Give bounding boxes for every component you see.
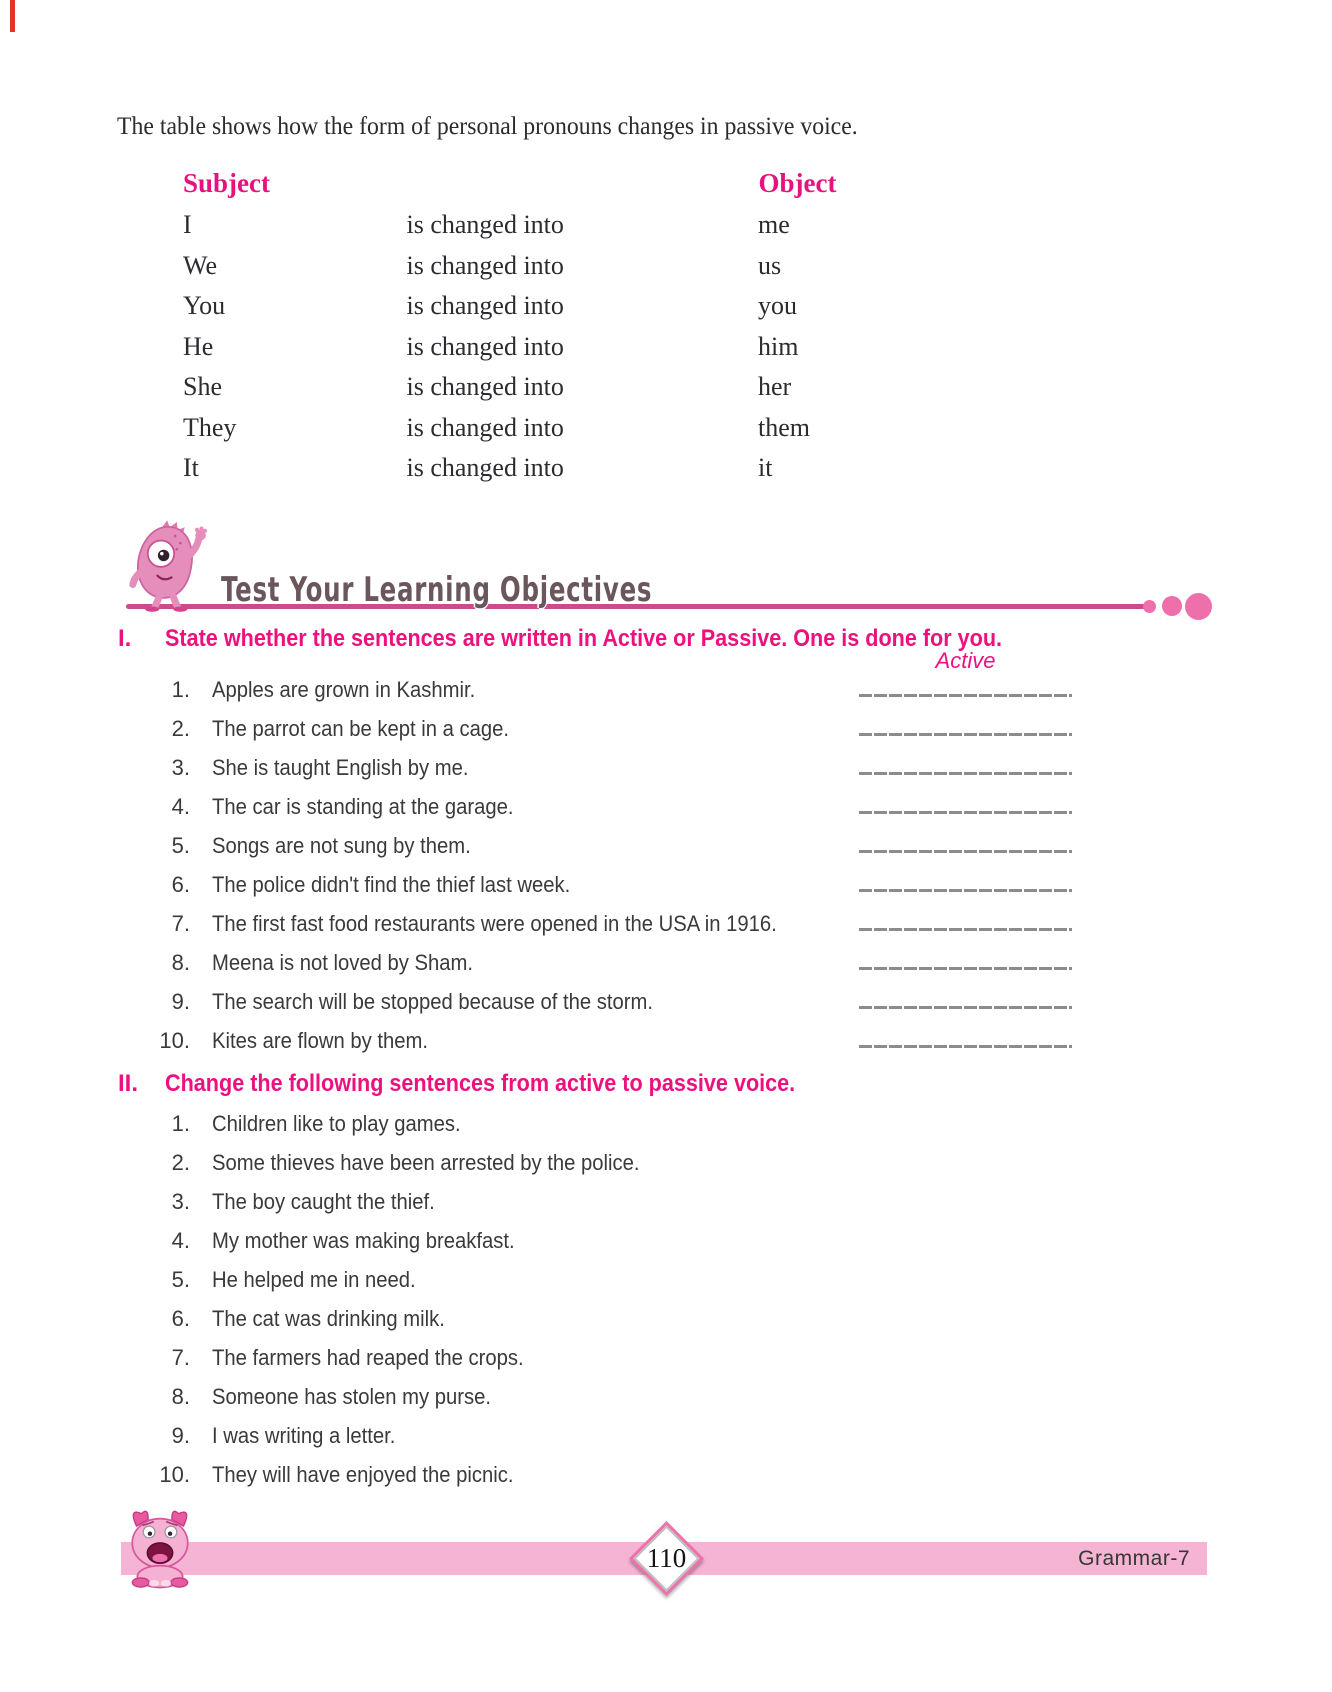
- subject-pronoun: It: [183, 453, 199, 482]
- item-text: They will have enjoyed the picnic.: [212, 1462, 514, 1487]
- item-text: I was writing a letter.: [212, 1423, 396, 1448]
- item-text: She is taught English by me.: [212, 755, 469, 780]
- item-number: 5.: [171, 1267, 190, 1292]
- answer-blank[interactable]: [859, 733, 1072, 736]
- item-number: 3.: [171, 1189, 190, 1214]
- object-header: Object: [758, 168, 837, 198]
- subject-header: Subject: [183, 168, 270, 198]
- list-item: [0, 982, 1332, 1021]
- list-item: [0, 709, 1332, 748]
- item-number: 2.: [171, 716, 190, 741]
- item-text: The farmers had reaped the crops.: [212, 1345, 524, 1370]
- exercise1-numeral: I.: [118, 625, 132, 652]
- item-number: 7.: [171, 911, 190, 936]
- example-answer: Active: [935, 648, 996, 673]
- item-number: 6.: [171, 1306, 190, 1331]
- subject-pronoun: I: [183, 210, 192, 239]
- list-item: [0, 826, 1332, 865]
- item-number: 1.: [171, 677, 190, 702]
- item-text: Apples are grown in Kashmir.: [212, 677, 476, 702]
- item-number: 5.: [171, 833, 190, 858]
- item-text: The parrot can be kept in a cage.: [212, 716, 510, 741]
- object-pronoun: him: [758, 331, 799, 361]
- object-pronoun: me: [758, 210, 790, 239]
- item-text: Children like to play games.: [212, 1111, 461, 1136]
- item-text: Songs are not sung by them.: [212, 833, 471, 858]
- crying-monster-mascot-icon: [118, 1504, 202, 1592]
- item-text: Some thieves have been arrested by the police.: [212, 1150, 640, 1175]
- answer-blank[interactable]: [859, 694, 1072, 697]
- section-title: Test Your Learning Objectives: [221, 570, 653, 610]
- table-row: [183, 448, 836, 489]
- list-item: [0, 1455, 1332, 1494]
- item-number: 8.: [171, 1384, 190, 1409]
- item-text: The police didn't find the thief last week.: [212, 872, 571, 897]
- list-item: [0, 670, 1332, 709]
- item-text: The cat was drinking milk.: [212, 1306, 445, 1331]
- subject-pronoun: You: [183, 291, 226, 320]
- item-number: 8.: [171, 950, 190, 975]
- table-row: [183, 246, 836, 287]
- list-item: [0, 748, 1332, 787]
- answer-blank[interactable]: [859, 1045, 1072, 1048]
- item-number: 9.: [171, 989, 190, 1014]
- answer-blank[interactable]: [859, 850, 1072, 853]
- answer-blank[interactable]: [859, 772, 1072, 775]
- item-number: 1.: [171, 1111, 190, 1136]
- answer-blank[interactable]: [859, 811, 1072, 814]
- item-text: He helped me in need.: [212, 1267, 416, 1292]
- subject-pronoun: We: [183, 250, 217, 280]
- connector-text: is changed into: [406, 250, 564, 280]
- item-text: Meena is not loved by Sham.: [212, 950, 474, 975]
- exercise1-heading: [0, 624, 1332, 654]
- subject-pronoun: She: [183, 372, 222, 401]
- connector-text: is changed into: [406, 210, 564, 239]
- item-text: The first fast food restaurants were opened in the USA in 1916.: [212, 911, 777, 936]
- item-number: 4.: [171, 794, 190, 819]
- item-text: The boy caught the thief.: [212, 1189, 435, 1214]
- list-item: [0, 1182, 1332, 1221]
- object-pronoun: us: [758, 250, 782, 280]
- banner-dot-medium: [1162, 596, 1182, 616]
- item-number: 7.: [171, 1345, 190, 1370]
- subject-pronoun: They: [183, 412, 237, 442]
- intro-sentence: The table shows how the form of personal pronouns changes in passive voice.: [117, 113, 858, 140]
- list-item: [0, 1416, 1332, 1455]
- object-pronoun: it: [758, 453, 773, 482]
- item-number: 3.: [171, 755, 190, 780]
- item-number: 6.: [171, 872, 190, 897]
- item-text: The car is standing at the garage.: [212, 794, 514, 819]
- subject-pronoun: He: [183, 331, 214, 361]
- exercise1-instruction: State whether the sentences are written in Active or Passive. One is done for you.: [165, 625, 1003, 652]
- table-row: [183, 367, 836, 408]
- item-text: Kites are flown by them.: [212, 1028, 428, 1053]
- connector-text: is changed into: [406, 291, 564, 320]
- list-item: [0, 1143, 1332, 1182]
- list-item: [0, 1221, 1332, 1260]
- waving-monster-mascot-icon: [124, 520, 212, 612]
- pronoun-table-header: [183, 161, 836, 205]
- list-item: [0, 1021, 1332, 1060]
- answer-blank[interactable]: [859, 967, 1072, 970]
- exercise2-numeral: II.: [118, 1070, 139, 1097]
- pronoun-table: [183, 161, 836, 489]
- list-item: [0, 904, 1332, 943]
- page-number: 110: [646, 1543, 687, 1573]
- print-registration-mark: [10, 0, 15, 32]
- connector-text: is changed into: [406, 372, 564, 401]
- book-title-label: Grammar-7: [1078, 1547, 1190, 1570]
- item-text: My mother was making breakfast.: [212, 1228, 515, 1253]
- item-text: The search will be stopped because of the storm.: [212, 989, 654, 1014]
- list-item: [0, 1260, 1332, 1299]
- object-pronoun: her: [758, 372, 792, 401]
- list-item: [0, 1299, 1332, 1338]
- connector-text: is changed into: [406, 412, 564, 442]
- connector-text: is changed into: [406, 331, 564, 361]
- table-row: [183, 286, 836, 327]
- answer-blank[interactable]: [859, 889, 1072, 892]
- list-item: [0, 787, 1332, 826]
- exercise2-instruction: Change the following sentences from active to passive voice.: [165, 1070, 796, 1097]
- list-item: [0, 943, 1332, 982]
- list-item: [0, 1377, 1332, 1416]
- object-pronoun: them: [758, 412, 810, 442]
- item-number: 9.: [171, 1423, 190, 1448]
- table-row: [183, 327, 836, 368]
- banner-dot-small: [1143, 600, 1156, 613]
- list-item: [0, 865, 1332, 904]
- list-item: [0, 1104, 1332, 1143]
- answer-blank[interactable]: [859, 928, 1072, 931]
- connector-text: is changed into: [406, 453, 564, 482]
- list-item: [0, 1338, 1332, 1377]
- answer-blank[interactable]: [859, 1006, 1072, 1009]
- exercise2-heading: [0, 1069, 1332, 1099]
- item-number: 4.: [171, 1228, 190, 1253]
- item-text: Someone has stolen my purse.: [212, 1384, 492, 1409]
- item-number: 10.: [159, 1028, 190, 1053]
- banner-dot-large: [1185, 593, 1212, 620]
- item-number: 2.: [171, 1150, 190, 1175]
- object-pronoun: you: [758, 291, 797, 320]
- item-number: 10.: [159, 1462, 190, 1487]
- table-row: [183, 205, 836, 246]
- table-row: [183, 408, 836, 449]
